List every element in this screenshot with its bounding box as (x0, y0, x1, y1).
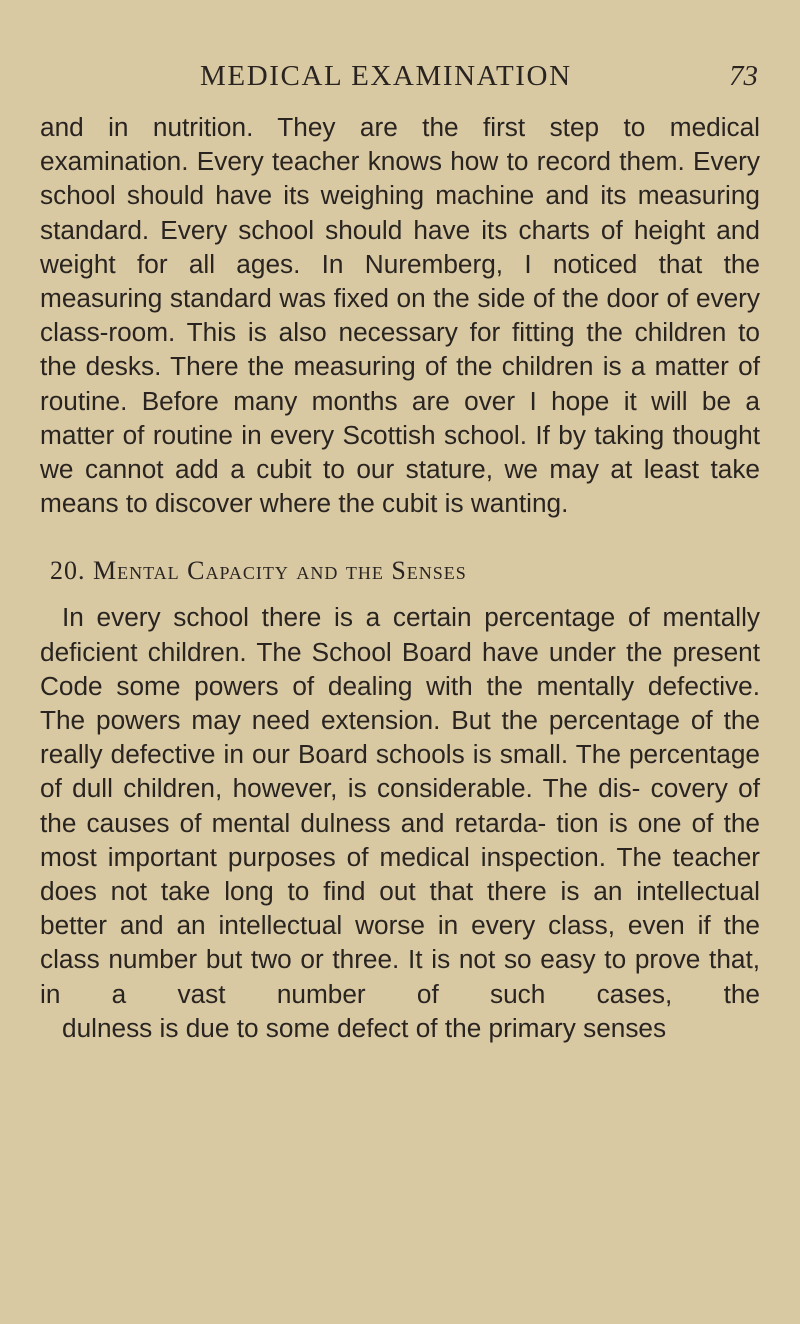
paragraph-nutrition-last-line: means to discover where the cubit is wanting. (40, 488, 569, 519)
paragraph-mental-capacity-text: In every school there is a certain percentage of mentally deficient children. The School Board have under the present Code some powers of dealing with the mentally defective. The powers may need extension. But the percentage of the really defective in our Board schools is small. The percentage of dull children, however, is considerable. The dis- covery of the causes of mental dulness and retarda- tion is one of the most important purposes of medical inspection. The teacher does not take long to find out that there is an intellectual better and an intellectual worse in every class, even if the class number but two or three. It is not so easy to prove that, in a vast number of such cases, the (40, 602, 760, 1009)
running-head (40, 30, 760, 90)
paragraph-mental-capacity-last-line: dulness is due to some defect of the primary senses (62, 1012, 667, 1043)
page-number: 73 (729, 60, 758, 92)
book-page (40, 30, 760, 1310)
paragraph-mental-capacity (40, 600, 760, 1045)
paragraph-nutrition (40, 110, 760, 520)
paragraph-nutrition-text: and in nutrition. They are the first step to medical examination. Every teacher knows how to record them. Every school should have its weighing machine and its measuring standard. Every school should have its charts of height and weight for all ages. In Nuremberg, I noticed that the measuring standard was fixed on the side of the door of every class-room. This is also necessary for fitting the children to the desks. There the measuring of the children is a matter of routine. Before many months are over I hope it will be a matter of routine in every Scottish school. If by taking thought we cannot add a cubit to our stature, we may at least take (40, 112, 760, 485)
running-title: MEDICAL EXAMINATION (200, 60, 572, 92)
section-heading: 20. Mental Capacity and the Senses (50, 556, 467, 586)
